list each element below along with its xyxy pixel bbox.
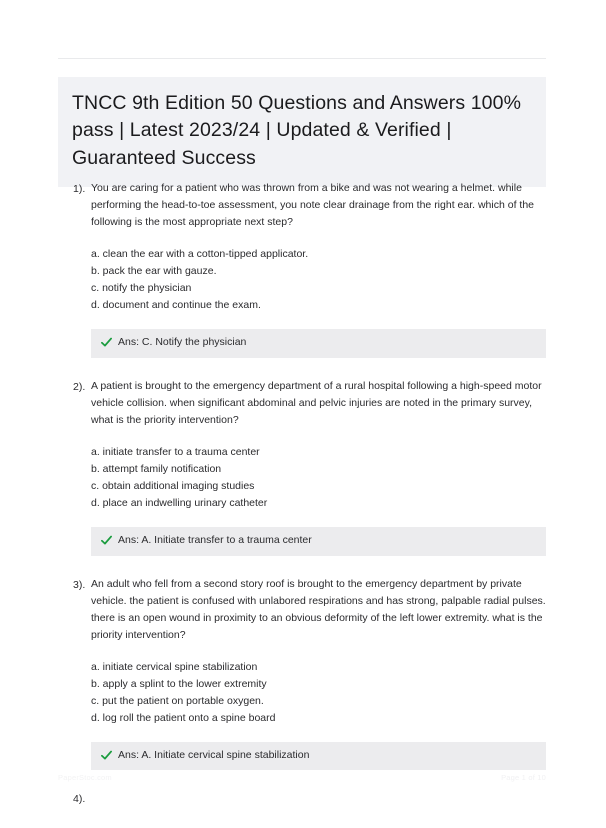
answer-text: Ans: A. Initiate cervical spine stabilization xyxy=(118,748,310,761)
option-item: c. notify the physician xyxy=(91,282,192,294)
page-indicator: Page 1 of 10 xyxy=(501,773,546,782)
question-number: 4). xyxy=(73,793,86,806)
option-item: d. place an indwelling urinary catheter xyxy=(91,496,268,509)
question-block xyxy=(0,378,606,556)
option-item: b. apply a splint to the lower extremity xyxy=(91,677,267,690)
option-item: c. obtain additional imaging studies xyxy=(91,479,255,492)
check-icon xyxy=(101,750,112,761)
answer-text: Ans: A. Initiate transfer to a trauma center xyxy=(118,533,312,546)
question-stem: A patient is brought to the emergency department of a rural hospital following a high-speed motor vehicle collision. when significant abdominal and pelvic injuries are noted in the primary survey, what is the priority intervention? xyxy=(91,379,542,426)
option-list xyxy=(91,659,546,727)
option-item: b. attempt family notification xyxy=(91,462,222,475)
page-footer xyxy=(58,773,546,782)
question-number: 3). xyxy=(73,578,86,591)
question-stem: You are caring for a patient who was thrown from a bike and was not wearing a helmet. while performing the head-to-toe assessment, you note clear drainage from the right ear. which of the following is the most appropriate next step? xyxy=(91,182,534,228)
question-stem: An adult who fell from a second story roof is brought to the emergency department by private vehicle. the patient is confused with unlabored respirations and has strong, palpable radial pulses. there is an open wound in proximity to an obvious deformity of the left lower extremity. what is the priority intervention? xyxy=(91,577,546,641)
option-item: c. put the patient on portable oxygen. xyxy=(91,694,264,707)
watermark: PaperStoc.com xyxy=(58,773,112,782)
answer-bar xyxy=(91,527,546,556)
option-item: a. initiate cervical spine stabilization xyxy=(91,660,258,673)
option-list xyxy=(91,444,546,512)
document-title: TNCC 9th Edition 50 Questions and Answers 100% pass | Latest 2023/24 | Updated & Verified | Guaranteed Success xyxy=(58,77,546,187)
question-block xyxy=(0,180,606,358)
check-icon xyxy=(101,337,112,348)
question-block xyxy=(0,790,606,808)
option-item: a. initiate transfer to a trauma center xyxy=(91,445,260,458)
answer-bar xyxy=(91,329,546,358)
question-number: 1). xyxy=(73,183,86,195)
question-block xyxy=(0,576,606,771)
option-item: d. document and continue the exam. xyxy=(91,299,261,311)
header-divider xyxy=(58,58,546,59)
option-item: d. log roll the patient onto a spine board xyxy=(91,711,276,724)
question-list xyxy=(0,180,606,828)
option-item: a. clean the ear with a cotton-tipped applicator. xyxy=(91,248,309,260)
answer-bar xyxy=(91,742,546,771)
answer-text: Ans: C. Notify the physician xyxy=(118,336,247,348)
option-list xyxy=(91,246,546,314)
question-number: 2). xyxy=(73,380,86,393)
check-icon xyxy=(101,535,112,546)
option-item: b. pack the ear with gauze. xyxy=(91,265,217,277)
